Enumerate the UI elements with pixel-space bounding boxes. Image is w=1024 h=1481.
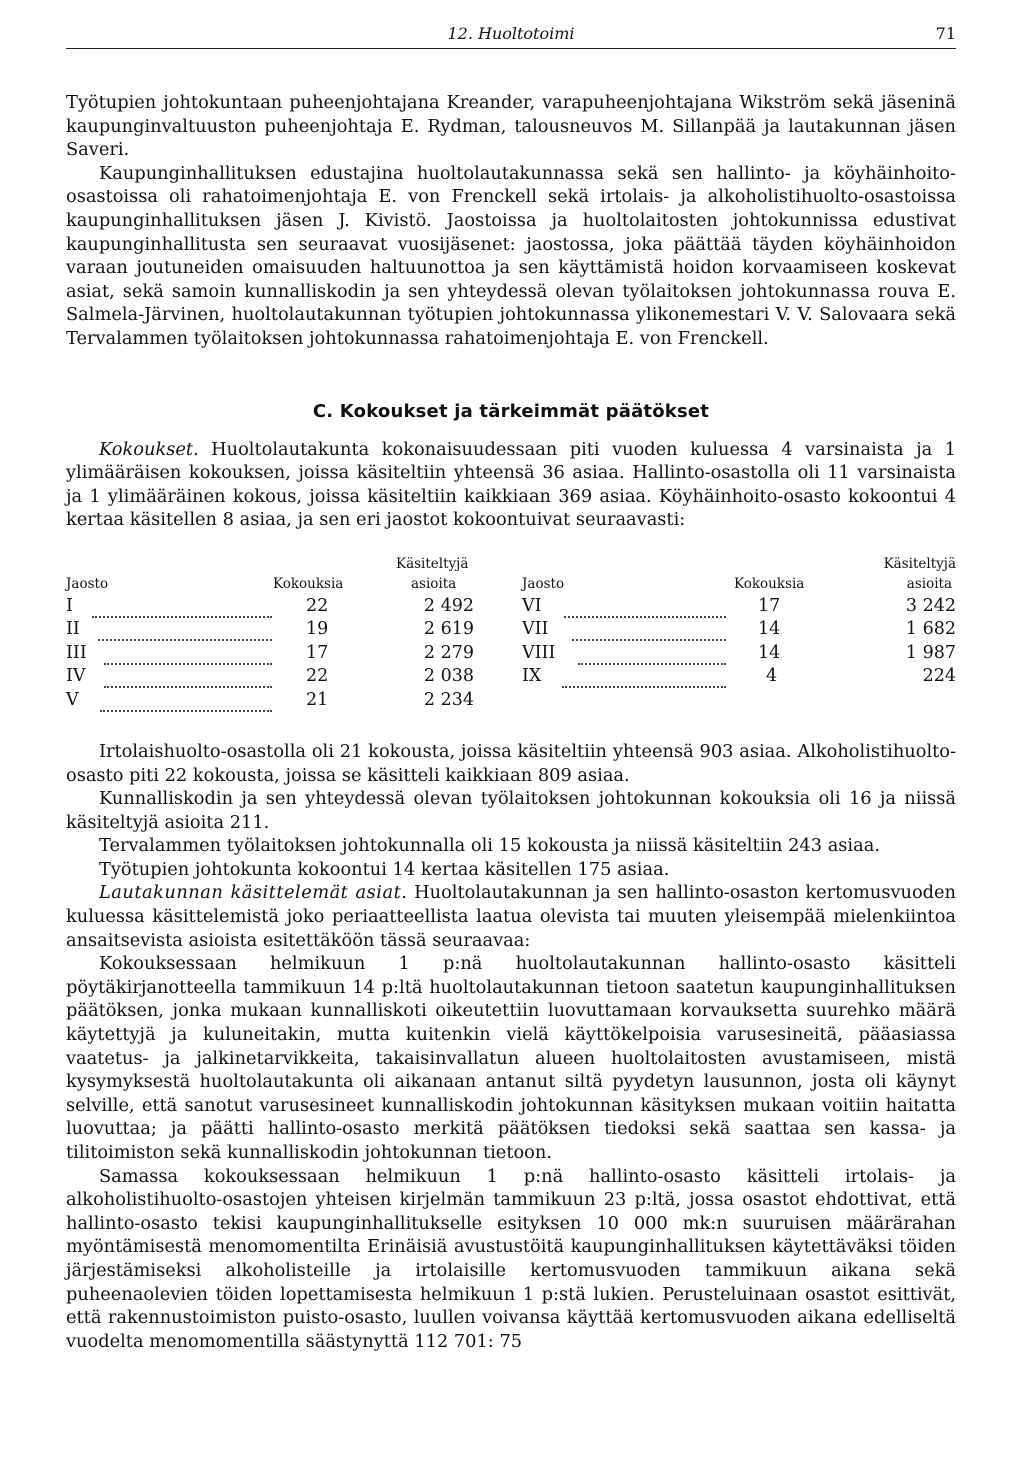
header-jaosto: Jaosto xyxy=(522,575,565,592)
leader-dots xyxy=(98,619,272,641)
kunnalliskoti-paragraph: Kunnalliskodin ja sen yhteydessä olevan työlaitoksen johtokunnan kokouksia oli 16 ja niissä käsiteltyjä asioita 211. xyxy=(66,788,956,833)
row-jaosto: I xyxy=(66,595,73,616)
row-jaosto: VIII xyxy=(522,642,556,663)
row-jaosto: IV xyxy=(66,666,86,687)
table-header xyxy=(66,554,474,596)
header-asioita: asioita xyxy=(906,575,952,592)
leader-dots xyxy=(104,643,272,665)
body-paragraph-1: Kokouksessaan helmikuun 1 p:nä huoltolautakunnan hallinto-osasto käsitteli pöytäkirjanotteella tammikuun 14 p:ltä huoltolautakunnan tietoon saatetun kaupunginhallituksen päätöksen, jonka mukaan kunnalliskoti oikeutettiin luovuttamaan korvauksetta suurehko määrä käytettyjä ja kuluneitakin, mutta kuitenkin vielä käyttökelpoisia varusesineitä, pääasiassa vaatetus- ja jalkinetarvikkeita, takaisinvallatun alueen huoltolaitosten avustamiseen, mistä kysymyksestä huoltolautakunta oli aikanaan antanut siltä pyydetyn lausunnon, josta oli käynyt selville, että sanotut varusesineet kunnalliskodin johtokunnan käsityksen mukaan voitiin haitatta luovuttaa; ja päätti hallinto-osasto merkitä päätöksen tiedoksi sekä saattaa sen kassa- ja tilitoimiston sekä kunnalliskodin johtokunnan tietoon. xyxy=(66,953,956,1163)
lautakunnan-label: Lautakunnan käsittelemät asiat. xyxy=(99,882,408,904)
leader-dots xyxy=(92,596,272,618)
row-asioita: 1 682 xyxy=(905,619,956,640)
row-jaosto: IX xyxy=(522,666,542,687)
row-kokouksia: 4 xyxy=(766,666,778,687)
document-page xyxy=(66,20,956,1353)
table-row xyxy=(66,619,474,643)
body-paragraph-2: Samassa kokouksessaan helmikuun 1 p:nä hallinto-osasto käsitteli irtolais- ja alkoholistihuolto-osastojen yhteisen kirjelmän tammikuun 23 p:ltä, jossa osastot ehdottivat, että hallinto-osasto tekisi kaupunginhallitukselle esityksen 10 000 mk:n suuruisen määrärahan myöntämisestä menomomentilta Erinäisiä avustustöitä kaupunginhallituksen käytettäväksi töiden järjestämiseksi alkoholisteille ja irtolaisille kertomusvuoden tammikuun aikana sekä puheenaolevien töiden lopettamisesta helmikuun 1 p:stä lukien. Perusteluinaan osastot esittivät, että rakennustoimiston puisto-osasto, luullen voivansa käyttää kertomusvuoden aikana edelliseltä vuodelta menomomentilla säästynyttä 112 701: 75 xyxy=(66,1165,956,1352)
tervalampi-paragraph: Tervalammen työlaitoksen johtokunnalla oli 15 kokousta ja niissä käsiteltiin 243 asiaa. xyxy=(99,835,880,857)
leader-dots xyxy=(572,619,726,641)
lautakunnan-paragraph xyxy=(66,881,956,952)
header-kasiteltyja: Käsiteltyjä xyxy=(883,555,956,572)
table-row xyxy=(66,643,474,667)
row-kokouksia: 22 xyxy=(306,666,329,687)
row-asioita: 2 038 xyxy=(423,666,474,687)
table-row xyxy=(66,666,474,690)
leader-dots xyxy=(104,666,272,688)
row-kokouksia: 21 xyxy=(306,689,329,710)
row-jaosto: III xyxy=(66,642,87,663)
table-header xyxy=(522,554,956,596)
row-asioita: 2 492 xyxy=(423,595,474,616)
section-heading: C. Kokoukset ja tärkeimmät päätökset xyxy=(312,400,710,422)
row-asioita: 224 xyxy=(922,666,956,687)
row-jaosto: V xyxy=(66,689,79,710)
table-row xyxy=(522,643,956,667)
leader-dots xyxy=(562,666,726,688)
tyotuvat-paragraph: Työtupien johtokunta kokoontui 14 kertaa käsitellen 175 asiaa. xyxy=(99,858,670,880)
row-jaosto: VII xyxy=(522,619,549,640)
row-jaosto: VI xyxy=(522,595,542,616)
leader-dots xyxy=(100,690,272,712)
row-kokouksia: 14 xyxy=(758,642,781,663)
intro-paragraph-1: Työtupien johtokuntaan puheenjohtajana Kreander, varapuheenjohtajana Wikström sekä jäseninä kaupunginvaltuuston puheenjohtaja E. Rydman, talousneuvos M. Sillanpää ja lautakunnan jäsen Saveri. xyxy=(66,92,956,161)
row-kokouksia: 22 xyxy=(306,595,329,616)
table-row xyxy=(66,690,474,714)
header-kokouksia: Kokouksia xyxy=(734,575,805,592)
header-asioita: asioita xyxy=(411,575,457,592)
row-asioita: 1 987 xyxy=(905,642,956,663)
running-header xyxy=(66,20,956,49)
table-row xyxy=(522,619,956,643)
leader-dots xyxy=(578,643,726,665)
lautakunnan-text: Huoltolautakunnan ja sen hallinto-osaston kertomusvuoden kuluessa käsittelemistä joko periaatteellista laatua olevista tai muuten yleisempää mielenkiintoa ansaitsevista asioista esitettäköön tässä seuraavaa: xyxy=(66,882,957,951)
jaosto-table-left xyxy=(66,554,474,714)
kokoukset-text: Huoltolautakunta kokonaisuudessaan piti vuoden kuluessa 4 varsinaista ja 1 ylimääräisen kokouksen, joissa käsiteltiin yhteensä 36 asiaa. Hallinto-osastolla oli 11 varsinaista ja 1 ylimääräinen kokous, joissa käsiteltiin kaikkiaan 369 asiaa. Köyhäinhoito-osasto kokoontui 4 kertaa käsitellen 8 asiaa, ja sen eri jaostot kokoontuivat seuraavasti: xyxy=(66,438,956,531)
jaosto-table-right xyxy=(522,554,956,690)
table-row xyxy=(522,666,956,690)
page-number: 71 xyxy=(935,24,956,43)
row-asioita: 3 242 xyxy=(905,595,956,616)
row-jaosto: II xyxy=(66,619,80,640)
row-asioita: 2 279 xyxy=(423,642,474,663)
header-kasiteltyja: Käsiteltyjä xyxy=(396,555,469,572)
leader-dots xyxy=(564,596,726,618)
table-row xyxy=(66,596,474,620)
row-kokouksia: 14 xyxy=(758,619,781,640)
row-asioita: 2 619 xyxy=(423,619,474,640)
chapter-title: 12. Huoltotoimi xyxy=(447,24,575,43)
jaosto-table xyxy=(66,554,956,730)
row-kokouksia: 17 xyxy=(306,642,329,663)
header-jaosto: Jaosto xyxy=(66,575,109,592)
table-row xyxy=(522,596,956,620)
header-kokouksia: Kokouksia xyxy=(273,575,344,592)
kokoukset-label: Kokoukset. xyxy=(99,438,199,460)
row-kokouksia: 17 xyxy=(758,595,781,616)
row-kokouksia: 19 xyxy=(306,619,329,640)
intro-paragraph-2: Kaupunginhallituksen edustajina huoltolautakunnassa sekä sen hallinto- ja köyhäinhoito-osastoissa oli rahatoimenjohtaja E. von Frenckell sekä irtolais- ja alkoholistihuolto-osastoissa kaupunginhallituksen jäsen J. Kivistö. Jaostoissa ja huoltolaitosten johtokunnissa edustivat kaupunginhallitusta sen seuraavat vuosijäsenet: jaostossa, joka päättää täyden köyhäinhoidon varaan joutuneiden omaisuuden haltuunottoa ja sen käyttämistä hoidon korvaamiseen koskevat asiat, sekä samoin kunnalliskodin ja sen yhteydessä olevan työlaitoksen johtokunnassa rouva E. Salmela-Järvinen, huoltolautakunnan työtupien johtokunnassa ylikonemestari V. V. Salovaara sekä Tervalammen työlaitoksen johtokunnassa rahatoimenjohtaja E. von Frenckell. xyxy=(66,162,956,349)
kokoukset-paragraph xyxy=(66,438,956,532)
irtolais-paragraph: Irtolaishuolto-osastolla oli 21 kokousta, joissa käsiteltiin yhteensä 903 asiaa. Alkoholistihuolto-osasto piti 22 kokousta, joissa se käsitteli kaikkiaan 809 asiaa. xyxy=(66,740,956,786)
row-asioita: 2 234 xyxy=(423,689,474,710)
